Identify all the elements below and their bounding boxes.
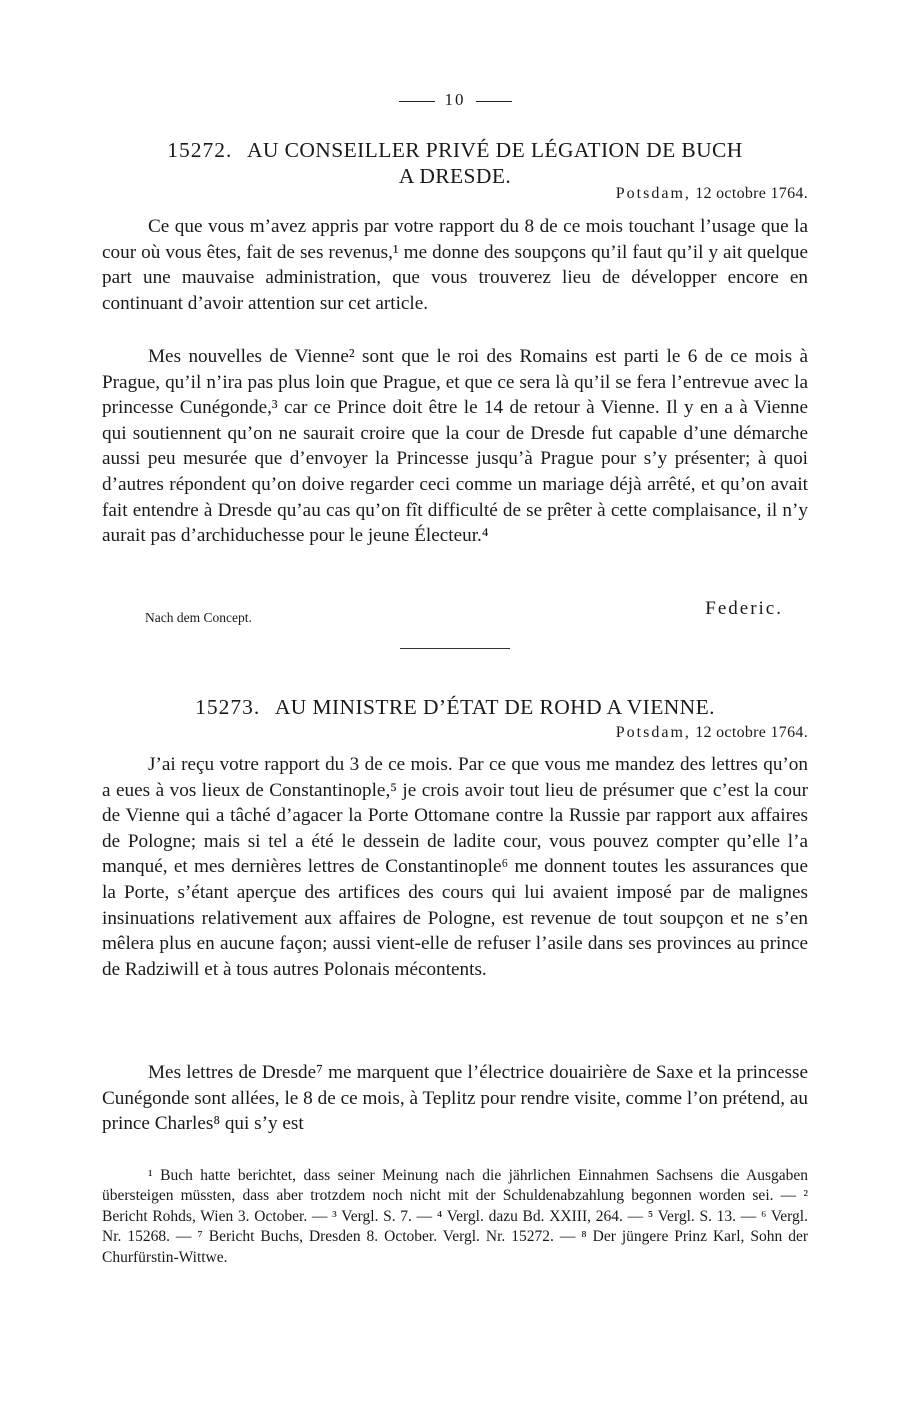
page-number <box>102 90 808 110</box>
letter-dateline <box>616 185 808 203</box>
section-divider <box>400 648 510 649</box>
letter-date: 12 octobre 1764. <box>695 185 808 202</box>
signature: Federic. <box>705 598 783 619</box>
source-note: Nach dem Concept. <box>145 610 252 625</box>
letter-paragraph: J’ai reçu votre rapport du 3 de ce mois. Par ce que vous me mandez des lettres qu’on a eues à vos lieux de Constantinople,⁵ je crois avoir tout lieu de présumer que c’est la cour de Vienne qui a tâché d’agacer la Porte Ottomane contre la Russie par rapport aux affaires de Pologne; mais si tel a été le dessein de ladite cour, vous pouvez compter qu’elle l’a manqué, et mes dernières lettres de Constantinople⁶ me donnent toutes les assurances que la Porte, s’étant aperçue des artifices des cours qui lui avaient imposé par de malignes insinuations relativement aux affaires de Pologne, est revenue de tout soupçon et ne s’en mêlera plus en aucune façon; aussi vient-elle de refuser l’asile dans ses provinces au prince de Radziwill et à tous autres Polonais mécontents. <box>102 754 808 980</box>
letter-heading <box>102 694 808 720</box>
letter-paragraph: Ce que vous m’avez appris par votre rapport du 8 de ce mois touchant l’usage que la cour où vous êtes, fait de ses revenus,¹ me donne des soupçons qu’il faut qu’il y ait quelque part une mauvaise administration, que vous trouverez lieu de développer encore en continuant d’avoir attention sur cet article. <box>102 216 808 314</box>
letter-paragraph: Mes nouvelles de Vienne² sont que le roi des Romains est parti le 6 de ce mois à Prague, qu’il n’ira pas plus loin que Prague, et que ce sera là qu’il se fera l’entrevue avec la princesse Cunégonde,³ car ce Prince doit être le 14 de retour à Vienne. Il y en a à Vienne qui soutiennent qu’on ne saurait croire que la cour de Dresde fut capable d’une démarche aussi peu mesurée que d’envoyer la Princesse jusqu’à Prague pour s’y présenter; à quoi d’autres répondent qu’on doive regarder ceci comme un mariage déjà arrêté, et qu’on avait fait entendre à Dresde qu’au cas qu’on fît difficulté de se prêter à cette complaisance, il n’y aurait pas d’archiduchesse pour le jeune Électeur.⁴ <box>102 346 808 547</box>
letter-recipient: AU MINISTRE D’ÉTAT DE ROHD A VIENNE. <box>274 695 715 719</box>
letter-number: 15272. <box>167 138 233 162</box>
letter-dateline <box>616 724 808 742</box>
footnotes: ¹ Buch hatte berichtet, dass seiner Meinung nach die jährlichen Einnahmen Sachsens die Ausgaben übersteigen müssten, dass aber trotzdem noch nicht mit der Schuldenabzahlung begonnen worden sei. — ² Bericht Rohds, Wien 3. October. — ³ Vergl. S. 7. — ⁴ Vergl. dazu Bd. XXIII, 264. — ⁵ Vergl. S. 13. — ⁶ Vergl. Nr. 15268. — ⁷ Bericht Buchs, Dresden 8. October. Vergl. Nr. 15272. — ⁸ Der jüngere Prinz Karl, Sohn der Churfürstin-Wittwe. <box>102 1167 808 1266</box>
letter-place: Potsdam, <box>615 185 691 202</box>
letter-date: 12 octobre 1764. <box>695 724 808 741</box>
letter-paragraph: Mes lettres de Dresde⁷ me marquent que l’électrice douairière de Saxe et la princesse Cunégonde sont allées, le 8 de ce mois, à Teplitz pour rendre visite, comme l’on prétend, au prince Charles⁸ qui s’y est <box>102 1062 808 1135</box>
letter-recipient: AU CONSEILLER PRIVÉ DE LÉGATION DE BUCH <box>246 138 743 162</box>
letter-place: Potsdam, <box>615 724 691 741</box>
letter-heading <box>102 137 808 163</box>
page-number-rule-right <box>476 101 512 102</box>
page-number-text: 10 <box>444 90 466 109</box>
letter-heading-line2: A DRESDE. <box>398 164 512 188</box>
letter-number: 15273. <box>195 695 261 719</box>
page-number-rule-left <box>399 101 435 102</box>
